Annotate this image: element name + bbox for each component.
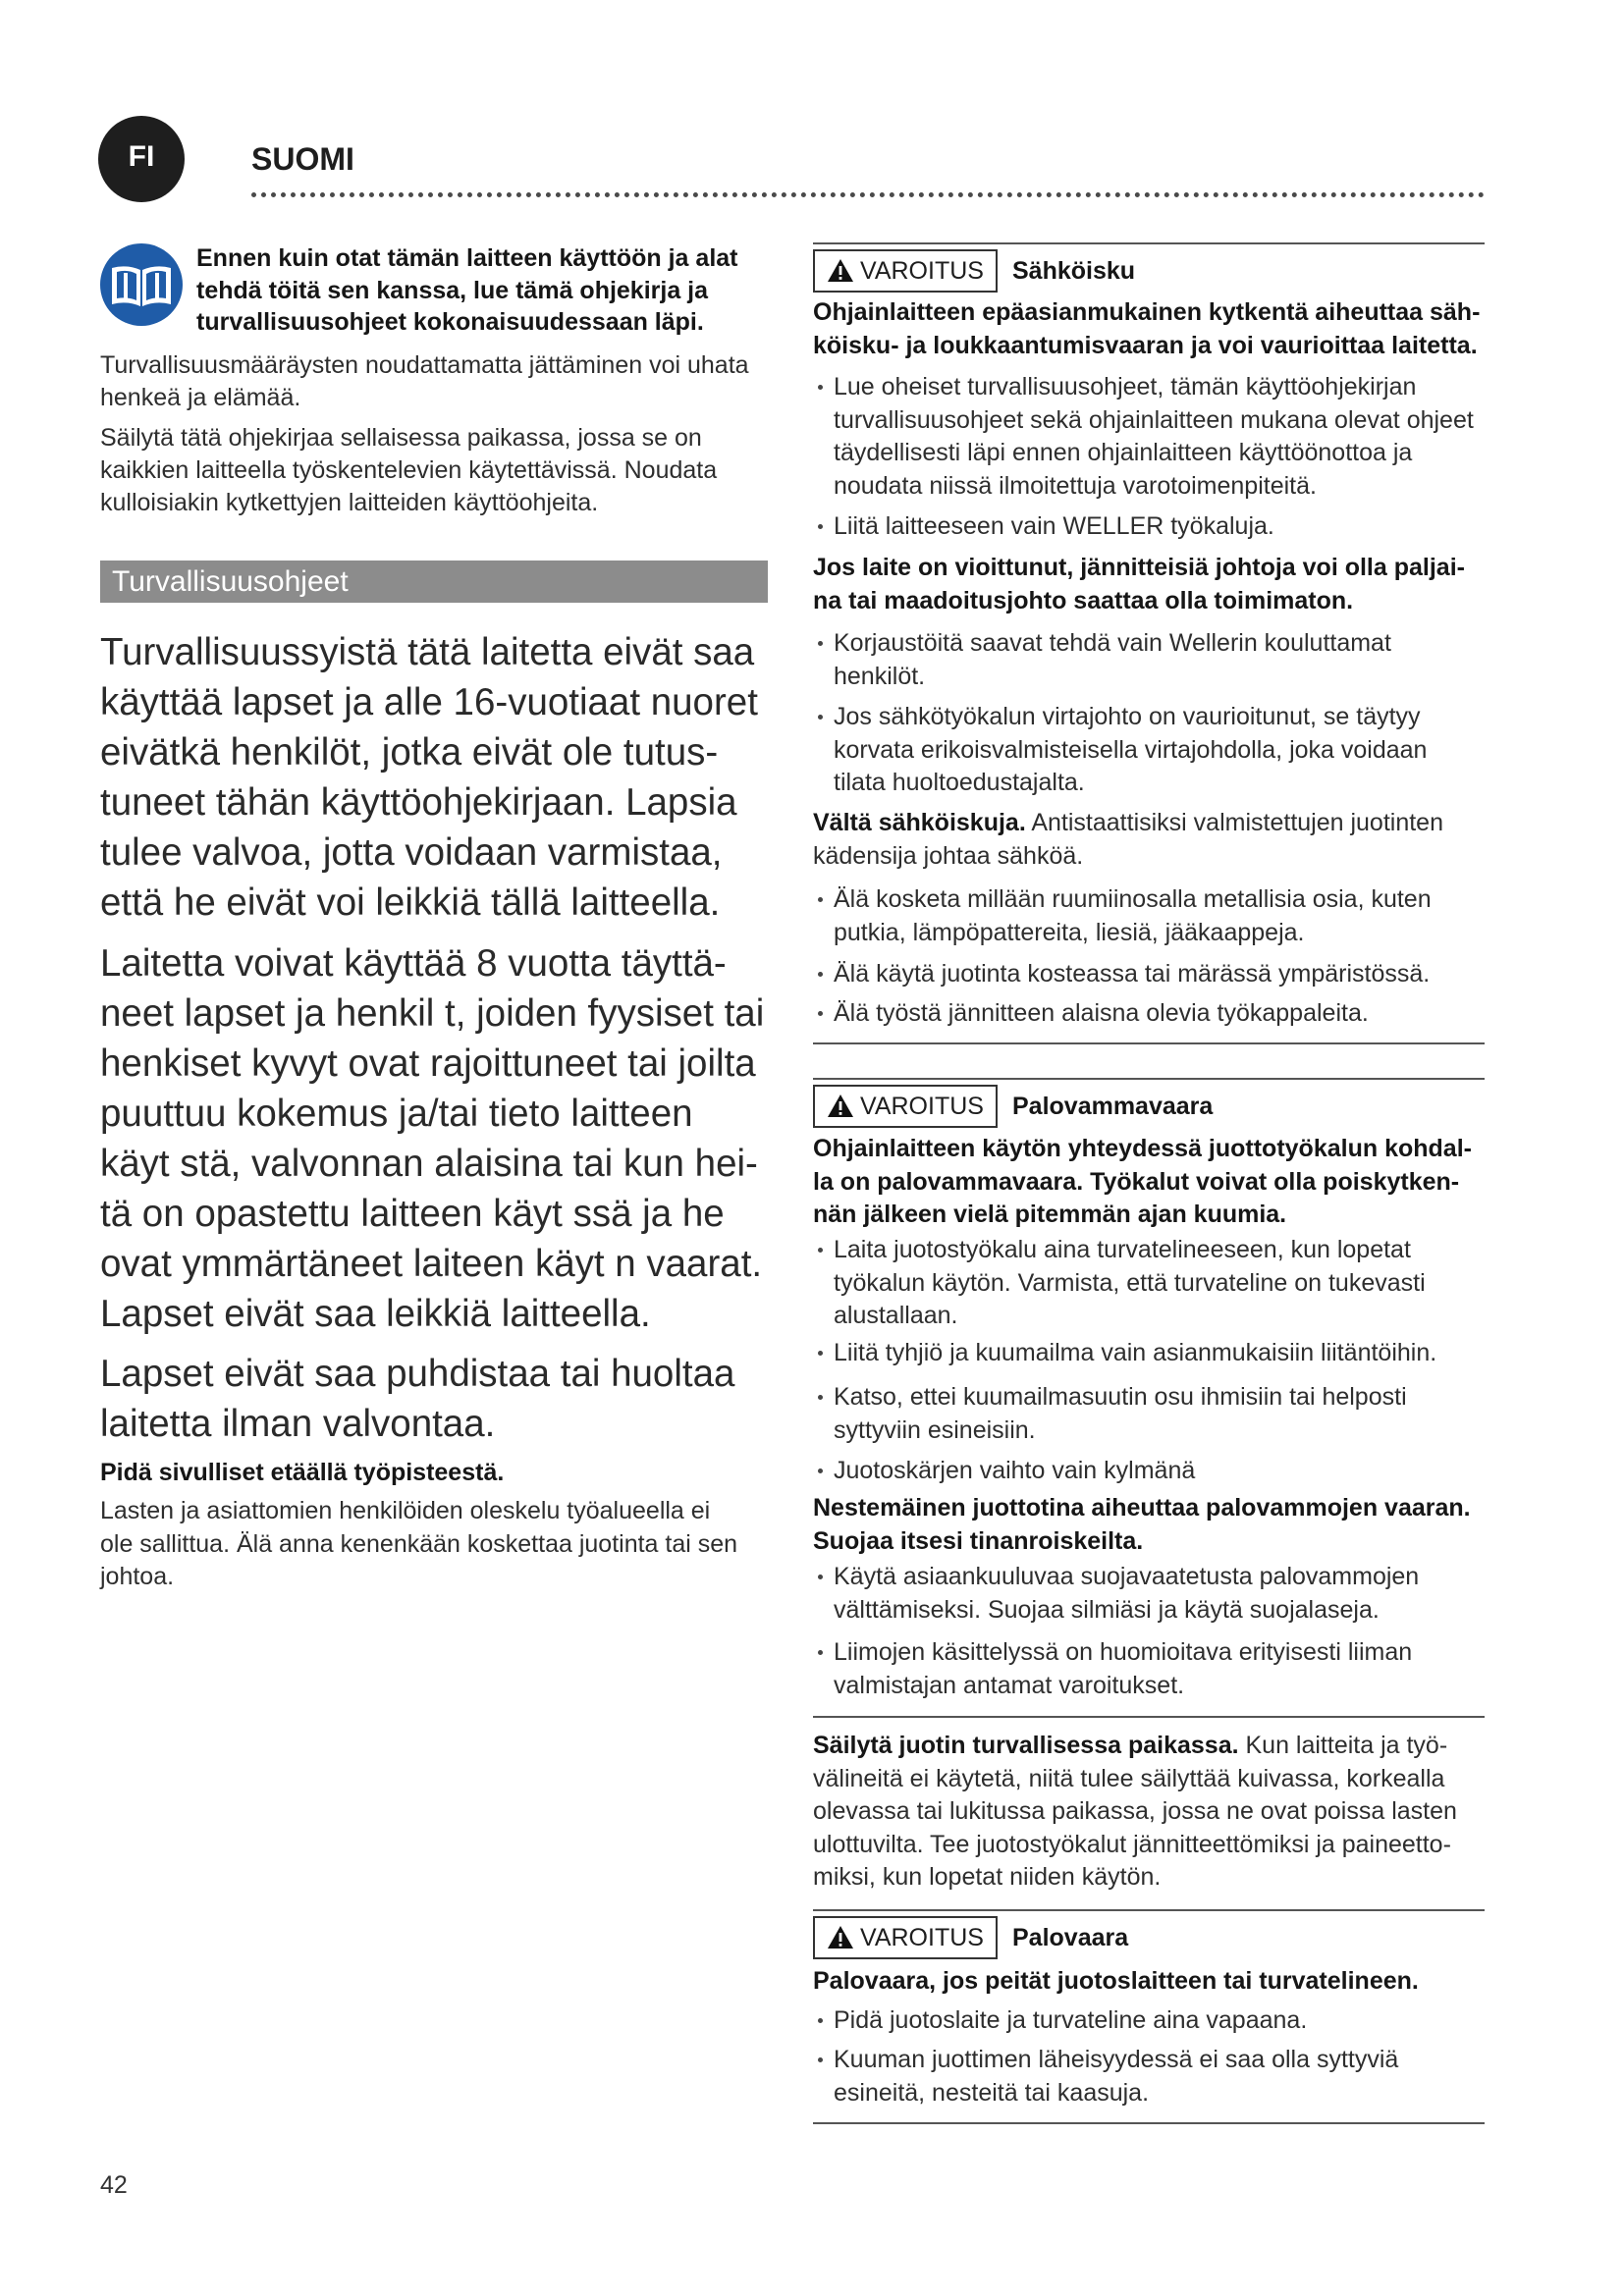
bullet-dot	[818, 1650, 823, 1655]
warning-label: VAROITUS	[860, 1093, 984, 1120]
warning-top-rule	[813, 242, 1485, 244]
list-item	[813, 883, 1432, 949]
warning-title: Palovammavaara	[1012, 1093, 1214, 1120]
intro-lead: Ennen kuin otat tämän laitteen käyttöön ja alat tehdä töitä sen kanssa, lue tämä ohjekirja ja turvallisuusohjeet kokonaisuudessaan läpi.	[196, 244, 738, 336]
list-item	[813, 627, 1391, 693]
bullet-dot	[818, 1575, 823, 1579]
list-item-text: Älä käytä juotinta kosteassa tai märässä ympäristössä.	[834, 960, 1431, 988]
bullet-dot	[818, 715, 823, 720]
list-item-text: Liitä laitteeseen vain WELLER työkaluja.	[834, 512, 1274, 540]
warning-triangle-icon	[827, 1094, 854, 1118]
list-item-text: Kuuman juottimen läheisyydessä ei saa olla syttyviä esineitä, nesteitä tai kaasuja.	[834, 2046, 1399, 2107]
intro-paragraph: Säilytä tätä ohjekirjaa sellaisessa paikassa, jossa se on kaikkien laitteella työskentelevien käytettävissä. Noudata kulloisiakin kytkettyjen laitteiden käyttöohjeita.	[100, 424, 718, 516]
bystanders-text: Lasten ja asiattomien henkilöiden oleskelu työalueella ei ole sallittua. Älä anna kenenkään koskettaa juotinta tai sen johtoa.	[100, 1497, 738, 1590]
bullet-dot	[818, 1248, 823, 1253]
warning-bottom-rule	[813, 1042, 1485, 1044]
list-item	[813, 1561, 1419, 1627]
statement-text: Antistaattisiksi valmistettujen juotinten kädensija johtaa sähköä.	[813, 809, 1443, 870]
section-title: Turvallisuusohjeet	[112, 565, 349, 598]
list-item-text: Korjaustöitä saavat tehdä vain Wellerin kouluttamat henkilöt.	[834, 629, 1391, 690]
bullet-dot	[818, 385, 823, 390]
bullet-dot	[818, 972, 823, 977]
warning-bottom-rule	[813, 1716, 1485, 1718]
warning-label: VAROITUS	[860, 1924, 984, 1951]
storage-paragraph	[813, 1730, 1457, 1895]
list-item-text: Jos sähkötyökalun virtajohto on vaurioitunut, se täytyy korvata erikoisvalmisteisella virtajohdolla, joka voidaan tilata huoltoedustajalta.	[834, 703, 1428, 796]
warning-label: VAROITUS	[860, 257, 984, 285]
list-item	[813, 1455, 1195, 1488]
bullet-dot	[818, 1011, 823, 1016]
bullet-dot	[818, 1395, 823, 1400]
large-paragraph: Lapset eivät saa puhdistaa tai huoltaa laitetta ilman valvontaa.	[100, 1353, 735, 1445]
list-item-text: Käytä asiaankuuluvaa suojavaatetusta palovammojen välttämiseksi. Suojaa silmiäsi ja käytä suojalaseja.	[834, 1563, 1420, 1624]
list-item-text: Älä kosketa millään ruumiinosalla metallisia osia, kuten putkia, lämpöpattereita, liesiä, jääkaappeja.	[834, 885, 1432, 946]
storage-text: Kun laitteita ja työ- välineitä ei käytetä, niitä tulee säilyttää kuivassa, korkealla olevassa tai lukitussa paikassa, jossa ne ovat poissa lasten ulottuvilta. Tee juotostyökalut jännitteettömiksi ja paineetto- miksi, kun lopetat niiden käytön.	[813, 1732, 1457, 1891]
list-item-text: Lue oheiset turvallisuusohjeet, tämän käyttöohjekirjan turvallisuusohjeet sekä ohjainlaitteen mukana olevat ohjeet täydellisesti läpi ennen ohjainlaitteen käyttöönottoa ja noudata niissä ilmoitettuja varotoimenpiteitä.	[834, 373, 1474, 500]
list-item	[813, 2044, 1398, 2109]
list-item-text: Katso, ettei kuumailmasuutin osu ihmisiin tai helposti syttyviin esineisiin.	[834, 1383, 1407, 1444]
list-item	[813, 958, 1430, 991]
warning-title: Palovaara	[1012, 1924, 1129, 1951]
large-paragraph: Turvallisuussyistä tätä laitetta eivät saa käyttää lapset ja alle 16-vuotiaat nuoret eivätkä henkilöt, jotka eivät ole tutus- tuneet tähän käyttöohjekirjaan. Lapsia tulee valvoa, jotta voidaan varmistaa, että he eivät voi leikkiä tällä laitteella.	[100, 631, 758, 924]
section-title-bar	[100, 561, 768, 603]
list-item-text: Pidä juotoslaite ja turvateline aina vapaana.	[834, 2006, 1308, 2034]
warning-bottom-rule	[813, 2122, 1485, 2124]
list-item	[813, 510, 1274, 544]
list-item-text: Juotoskärjen vaihto vain kylmänä	[834, 1457, 1196, 1484]
intro-paragraph: Turvallisuusmääräysten noudattamatta jättäminen voi uhata henkeä ja elämää.	[100, 351, 749, 411]
warning-label-box	[813, 249, 998, 293]
list-item-text: Liimojen käsittelyssä on huomioitava erityisesti liiman valmistajan antamat varoitukset.	[834, 1638, 1413, 1699]
warning-statement: Ohjainlaitteen epäasianmukainen kytkentä aiheuttaa säh- köisku- ja loukkaantumisvaaran ja voi vaurioittaa laitetta.	[813, 298, 1481, 359]
bullet-dot	[818, 897, 823, 902]
warning-statement	[813, 807, 1443, 873]
book-icon	[100, 243, 183, 326]
warning-title: Sähköisku	[1012, 257, 1136, 285]
list-item	[813, 1381, 1407, 1447]
bullet-dot	[818, 2018, 823, 2023]
list-item-text: Liitä tyhjiö ja kuumailma vain asianmukaisiin liitäntöihin.	[834, 1339, 1437, 1366]
warning-statement: Palovaara, jos peität juotoslaitteen tai turvatelineen.	[813, 1967, 1419, 1995]
page-number: 42	[100, 2171, 128, 2199]
list-item	[813, 1337, 1436, 1370]
list-item	[813, 1234, 1426, 1333]
bullet-dot	[818, 641, 823, 646]
bullet-dot	[818, 1351, 823, 1356]
bullet-dot	[818, 524, 823, 529]
warning-statement: Ohjainlaitteen käytön yhteydessä juottotyökalun kohdal- la on palovammavaara. Työkalut voivat olla poiskytken- nän jälkeen vielä pitemmän ajan kuumia.	[813, 1135, 1472, 1228]
list-item	[813, 997, 1369, 1031]
language-heading: SUOMI	[251, 141, 354, 177]
list-item	[813, 701, 1427, 800]
warning-triangle-icon	[827, 258, 854, 283]
warning-top-rule	[813, 1909, 1485, 1911]
bullet-dot	[818, 1468, 823, 1473]
list-item-text: Laita juotostyökalu aina turvatelineeseen, kun lopetat työkalun käytön. Varmista, että turvateline on tukevasti alustallaan.	[834, 1236, 1426, 1329]
large-paragraph: Laitetta voivat käyttää 8 vuotta täyttä- neet lapset ja henkil t, joiden fyysiset tai henkiset kyvyt ovat rajoittuneet tai joilta puuttuu kokemus ja/tai tieto laitteen käyt stä, valvonnan alaisina tai kun hei- tä on opastettu laitteen käyt ssä ja he ovat ymmärtäneet laiteen käyt n vaarat. Lapset eivät saa leikkiä laitteella.	[100, 942, 765, 1335]
storage-bold: Säilytä juotin turvallisessa paikassa.	[813, 1732, 1239, 1759]
statement-bold: Vältä sähköiskuja.	[813, 809, 1026, 836]
bullet-dot	[818, 2057, 823, 2062]
list-item	[813, 2004, 1307, 2038]
list-item	[813, 1636, 1412, 1702]
warning-label-box	[813, 1916, 998, 1959]
warning-triangle-icon	[827, 1925, 854, 1949]
warning-top-rule	[813, 1078, 1485, 1080]
warning-label-box	[813, 1085, 998, 1128]
bystanders-heading: Pidä sivulliset etäällä työpisteestä.	[100, 1459, 505, 1486]
list-item-text: Älä työstä jännitteen alaisna olevia työkappaleita.	[834, 999, 1369, 1027]
warning-statement: Jos laite on vioittunut, jännitteisiä johtoja voi olla paljai- na tai maadoitusjohto saattaa olla toimimaton.	[813, 554, 1465, 614]
warning-statement: Nestemäinen juottotina aiheuttaa palovammojen vaaran. Suojaa itsesi tinanroiskeilta.	[813, 1494, 1471, 1555]
language-badge: FI	[98, 116, 185, 202]
list-item	[813, 371, 1474, 503]
dotted-divider	[251, 192, 1485, 197]
